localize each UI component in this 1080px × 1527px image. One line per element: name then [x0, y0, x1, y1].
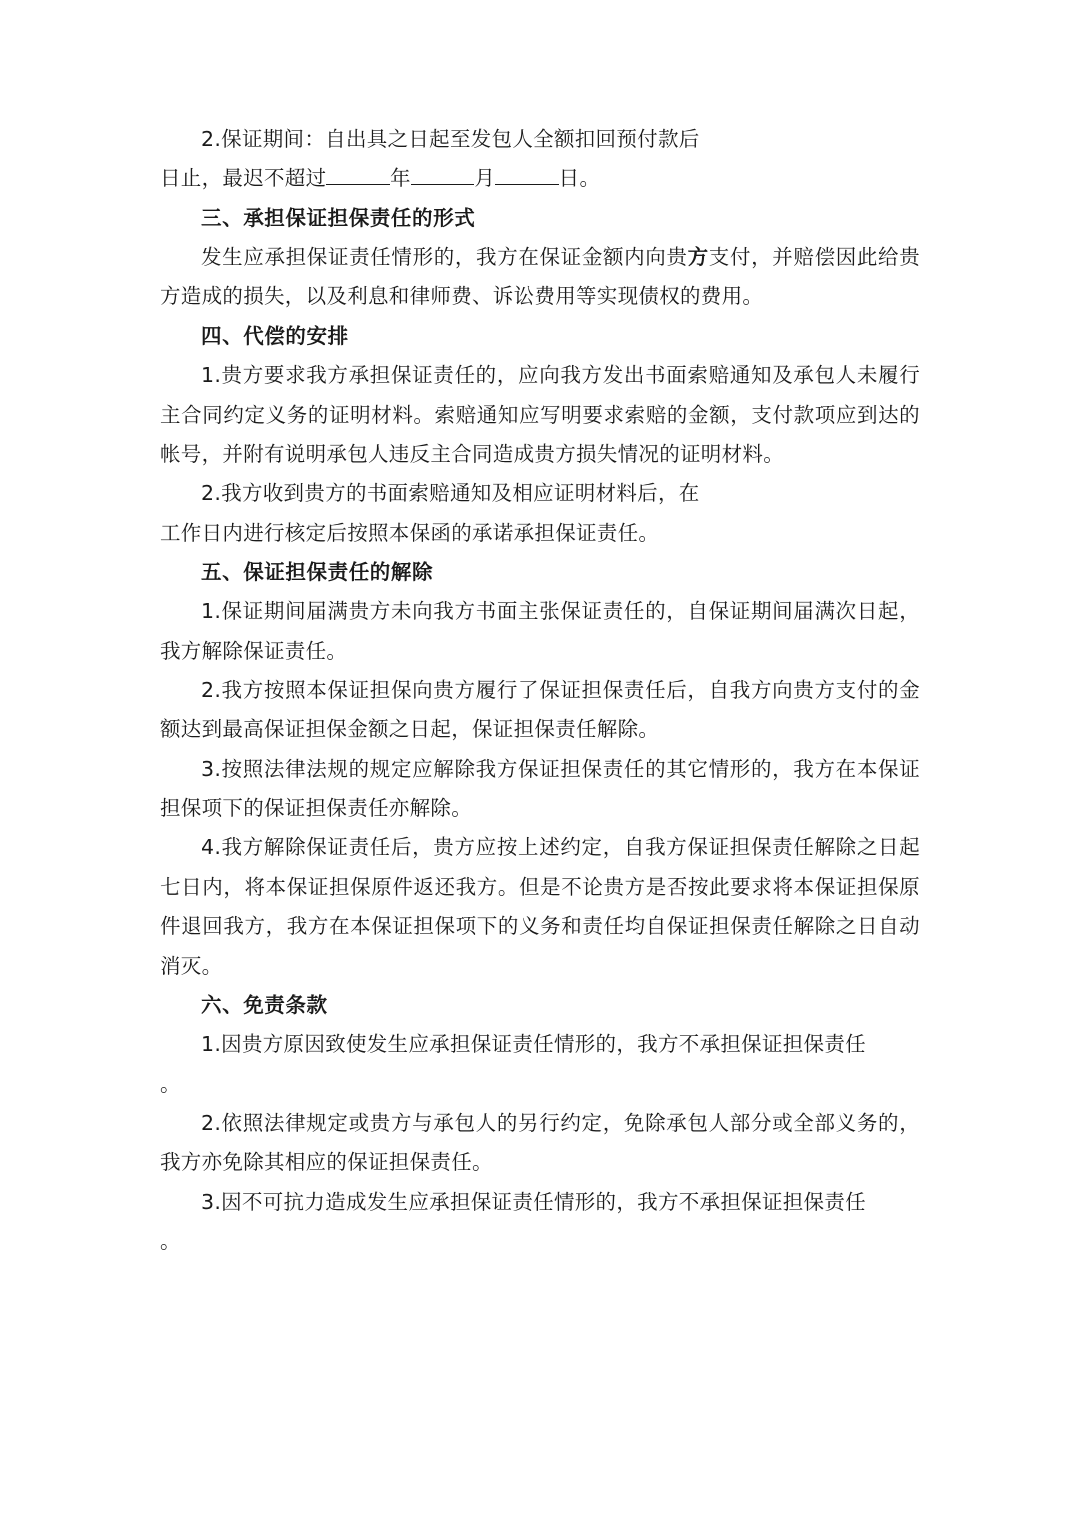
clause-3-1-emphasis: 方 — [687, 245, 709, 270]
section-heading-five: 五、保证担保责任的解除 — [201, 559, 434, 584]
paragraph-clause-6-1-continued: 。 — [160, 1071, 181, 1096]
paragraph-clause-6-1: 1.因贵方原因致使发生应承担保证责任情形的，我方不承担保证担保责任 — [201, 1032, 866, 1057]
day-blank-field[interactable] — [495, 163, 559, 186]
document-body — [160, 120, 920, 1261]
guarantee-deadline-prefix: 日止，最迟不超过 — [160, 166, 327, 191]
month-unit-label: 月 — [474, 166, 496, 191]
paragraph-clause-4-2: 2.我方收到贵方的书面索赔通知及相应证明材料后，在 — [201, 481, 700, 506]
paragraph-clause-2-2: 2.保证期间：自出具之日起至发包人全额扣回预付款后 — [201, 127, 700, 151]
paragraph-clause-5-4: 4.我方解除保证责任后，贵方应按上述约定，自我方保证担保责任解除之日起七日内，将本保证担保原件返还我方。但是不论贵方是否按此要求将本保证担保原件退回我方，我方在本保证担保项下的义务和责任均自保证担保责任解除之日自动消灭。 — [160, 835, 920, 978]
section-heading-six: 六、免责条款 — [201, 992, 328, 1017]
paragraph-clause-5-3: 3.按照法律法规的规定应解除我方保证担保责任的其它情形的，我方在本保证担保项下的保证担保责任亦解除。 — [160, 756, 920, 821]
paragraph-clause-4-1: 1.贵方要求我方承担保证责任的，应向我方发出书面索赔通知及承包人未履行主合同约定义务的证明材料。索赔通知应写明要求索赔的金额，支付款项应到达的帐号，并附有说明承包人违反主合同造成贵方损失情况的证明材料。 — [160, 363, 920, 466]
section-heading-four: 四、代偿的安排 — [201, 323, 349, 348]
paragraph-clause-5-2: 2.我方按照本保证担保向贵方履行了保证担保责任后，自我方向贵方支付的金额达到最高保证担保金额之日起，保证担保责任解除。 — [160, 678, 920, 742]
clause-3-1-lead: 发生应承担保证责任情形的，我方在保证金额内向贵 — [201, 245, 688, 270]
paragraph-clause-5-1: 1.保证期间届满贵方未向我方书面主张保证责任的，自保证期间届满次日起，我方解除保证责任。 — [160, 599, 920, 663]
year-unit-label: 年 — [389, 166, 411, 191]
section-heading-three: 三、承担保证担保责任的形式 — [201, 205, 476, 230]
day-unit-label: 日。 — [558, 166, 601, 191]
paragraph-clause-2-2-continued — [160, 159, 920, 198]
clause-3-1-tail: 支付，并赔偿因此给贵方造成的损失，以及利息和律师费、诉讼费用等实现债权的费用。 — [160, 245, 920, 309]
paragraph-clause-6-3: 3.因不可抗力造成发生应承担保证责任情形的，我方不承担保证担保责任 — [201, 1189, 866, 1214]
year-blank-field[interactable] — [326, 163, 390, 186]
paragraph-clause-3-1 — [160, 238, 920, 317]
month-blank-field[interactable] — [411, 163, 475, 186]
paragraph-clause-6-2: 2.依照法律规定或贵方与承包人的另行约定，免除承包人部分或全部义务的，我方亦免除其相应的保证担保责任。 — [160, 1110, 920, 1175]
paragraph-clause-6-3-continued: 。 — [160, 1229, 181, 1254]
paragraph-clause-4-2-continued: 工作日内进行核定后按照本保函的承诺承担保证责任。 — [160, 520, 660, 545]
